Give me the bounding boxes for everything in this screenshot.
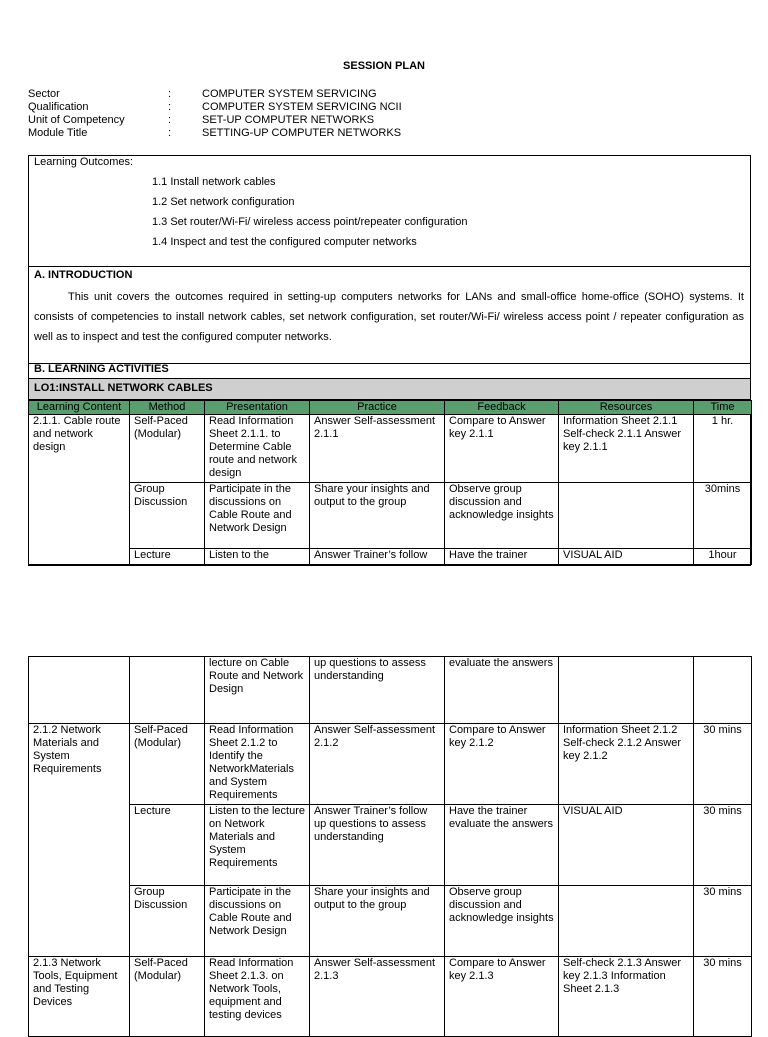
presentation-cell: Read Information Sheet 2.1.2 to Identify the NetworkMaterials and System Requirements bbox=[205, 724, 310, 805]
table-header-row bbox=[29, 401, 752, 415]
method-cell: Lecture bbox=[130, 549, 205, 565]
presentation-cell: Read Information Sheet 2.1.3. on Network Tools, equipment and testing devices bbox=[205, 957, 310, 1037]
feedback-cell: Observe group discussion and acknowledge insights bbox=[445, 886, 559, 957]
practice-cell: Answer Self-assessment 2.1.3 bbox=[310, 957, 445, 1037]
resources-cell bbox=[559, 886, 694, 957]
meta-label: Unit of Competency bbox=[28, 114, 125, 126]
meta-value: COMPUTER SYSTEM SERVICING NCII bbox=[202, 101, 402, 113]
method-cell: Group Discussion bbox=[130, 483, 205, 549]
learning-outcome-item: 1.4 Inspect and test the configured computer networks bbox=[152, 236, 417, 248]
table-row bbox=[29, 724, 752, 805]
learning-outcome-item: 1.1 Install network cables bbox=[152, 176, 276, 188]
meta-value: SETTING-UP COMPUTER NETWORKS bbox=[202, 127, 402, 139]
learning-activities-heading: B. LEARNING ACTIVITIES bbox=[34, 363, 169, 375]
table-row bbox=[29, 957, 752, 1037]
resources-cell: VISUAL AID bbox=[559, 805, 694, 886]
feedback-cell: Have the trainer evaluate the answers bbox=[445, 805, 559, 886]
introduction-text bbox=[34, 287, 744, 347]
meta-label: Qualification bbox=[28, 101, 89, 113]
time-cell: 30 mins bbox=[694, 805, 752, 886]
column-header: Practice bbox=[310, 401, 445, 415]
method-cell: Group Discussion bbox=[130, 886, 205, 957]
practice-cell: Answer Trainer’s follow bbox=[310, 549, 445, 565]
learning-content-cell: 2.1.3 Network Tools, Equipment and Testing Devices bbox=[29, 957, 130, 1037]
learning-outcomes-heading: Learning Outcomes: bbox=[34, 156, 134, 168]
table-row bbox=[29, 805, 752, 886]
presentation-cell: Participate in the discussions on Cable Route and Network Design bbox=[205, 886, 310, 957]
feedback-cell: Compare to Answer key 2.1.3 bbox=[445, 957, 559, 1037]
practice-cell: Answer Self-assessment 2.1.1 bbox=[310, 415, 445, 483]
time-cell: 30 mins bbox=[694, 886, 752, 957]
meta-row-sector bbox=[28, 88, 402, 101]
time-cell: 30 mins bbox=[694, 724, 752, 805]
meta-row-qualification bbox=[28, 101, 402, 114]
meta-separator: : bbox=[168, 114, 172, 126]
feedback-cell: Have the trainer bbox=[445, 549, 559, 565]
document-title: SESSION PLAN bbox=[343, 60, 425, 72]
resources-cell: Information Sheet 2.1.2 Self-check 2.1.2 Answer key 2.1.2 bbox=[559, 724, 694, 805]
resources-cell: VISUAL AID bbox=[559, 549, 694, 565]
meta-value: SET-UP COMPUTER NETWORKS bbox=[202, 114, 375, 126]
activities-table-1 bbox=[28, 400, 752, 565]
metadata-block bbox=[28, 88, 402, 140]
column-header: Resources bbox=[559, 401, 694, 415]
meta-separator: : bbox=[168, 101, 172, 113]
practice-cell: Share your insights and output to the group bbox=[310, 483, 445, 549]
practice-cell: up questions to assess understanding bbox=[310, 657, 445, 724]
presentation-cell: lecture on Cable Route and Network Design bbox=[205, 657, 310, 724]
practice-cell: Share your insights and output to the group bbox=[310, 886, 445, 957]
resources-cell: Self-check 2.1.3 Answer key 2.1.3 Information Sheet 2.1.3 bbox=[559, 957, 694, 1037]
method-cell bbox=[130, 657, 205, 724]
divider bbox=[29, 266, 750, 267]
column-header: Learning Content bbox=[29, 401, 130, 415]
practice-cell: Answer Self-assessment 2.1.2 bbox=[310, 724, 445, 805]
learning-outcome-item: 1.3 Set router/Wi-Fi/ wireless access point/repeater configuration bbox=[152, 216, 468, 228]
meta-label: Sector bbox=[28, 88, 60, 100]
learning-content-cell: 2.1.2 Network Materials and System Requirements bbox=[29, 724, 130, 957]
resources-cell bbox=[559, 483, 694, 549]
time-cell: 1 hr. bbox=[694, 415, 752, 483]
time-cell: 30 mins bbox=[694, 957, 752, 1037]
column-header: Feedback bbox=[445, 401, 559, 415]
lo1-heading: LO1:INSTALL NETWORK CABLES bbox=[34, 382, 213, 394]
method-cell: Self-Paced (Modular) bbox=[130, 957, 205, 1037]
method-cell: Self-Paced (Modular) bbox=[130, 415, 205, 483]
feedback-cell: Observe group discussion and acknowledge insights bbox=[445, 483, 559, 549]
time-cell: 30mins bbox=[694, 483, 752, 549]
meta-label: Module Title bbox=[28, 127, 88, 139]
presentation-cell: Participate in the discussions on Cable Route and Network Design bbox=[205, 483, 310, 549]
resources-cell: Information Sheet 2.1.1 Self-check 2.1.1 Answer key 2.1.1 bbox=[559, 415, 694, 483]
column-header: Time bbox=[694, 401, 752, 415]
lo1-bar bbox=[29, 378, 750, 400]
presentation-cell: Read Information Sheet 2.1.1. to Determine Cable route and network design bbox=[205, 415, 310, 483]
learning-content-cell bbox=[29, 657, 130, 724]
column-header: Method bbox=[130, 401, 205, 415]
method-cell: Lecture bbox=[130, 805, 205, 886]
introduction-heading: A. INTRODUCTION bbox=[34, 269, 133, 281]
table-row bbox=[29, 549, 752, 565]
column-header: Presentation bbox=[205, 401, 310, 415]
introduction-body: This unit covers the outcomes required in setting-up computers networks for LANs and small-office home-office (SOHO) systems. It consists of competencies to install network cables, set network configuration, set router/Wi-Fi/ wireless access point / repeater configuration as well as to inspect and test the configured computer networks. bbox=[34, 291, 744, 343]
table-row bbox=[29, 657, 752, 724]
meta-separator: : bbox=[168, 127, 172, 139]
presentation-cell: Listen to the bbox=[205, 549, 310, 565]
meta-separator: : bbox=[168, 88, 172, 100]
presentation-cell: Listen to the lecture on Network Materials and System Requirements bbox=[205, 805, 310, 886]
meta-value: COMPUTER SYSTEM SERVICING bbox=[202, 88, 377, 100]
table-row bbox=[29, 415, 752, 483]
meta-row-module bbox=[28, 127, 402, 140]
method-cell: Self-Paced (Modular) bbox=[130, 724, 205, 805]
resources-cell bbox=[559, 657, 694, 724]
feedback-cell: Compare to Answer key 2.1.1 bbox=[445, 415, 559, 483]
learning-content-cell: 2.1.1. Cable route and network design bbox=[29, 415, 130, 565]
feedback-cell: evaluate the answers bbox=[445, 657, 559, 724]
table-row bbox=[29, 886, 752, 957]
learning-outcome-item: 1.2 Set network configuration bbox=[152, 196, 295, 208]
table-row bbox=[29, 483, 752, 549]
feedback-cell: Compare to Answer key 2.1.2 bbox=[445, 724, 559, 805]
activities-table-2 bbox=[28, 656, 752, 1037]
meta-row-unit bbox=[28, 114, 402, 127]
practice-cell: Answer Trainer’s follow up questions to assess understanding bbox=[310, 805, 445, 886]
time-cell bbox=[694, 657, 752, 724]
time-cell: 1hour bbox=[694, 549, 752, 565]
